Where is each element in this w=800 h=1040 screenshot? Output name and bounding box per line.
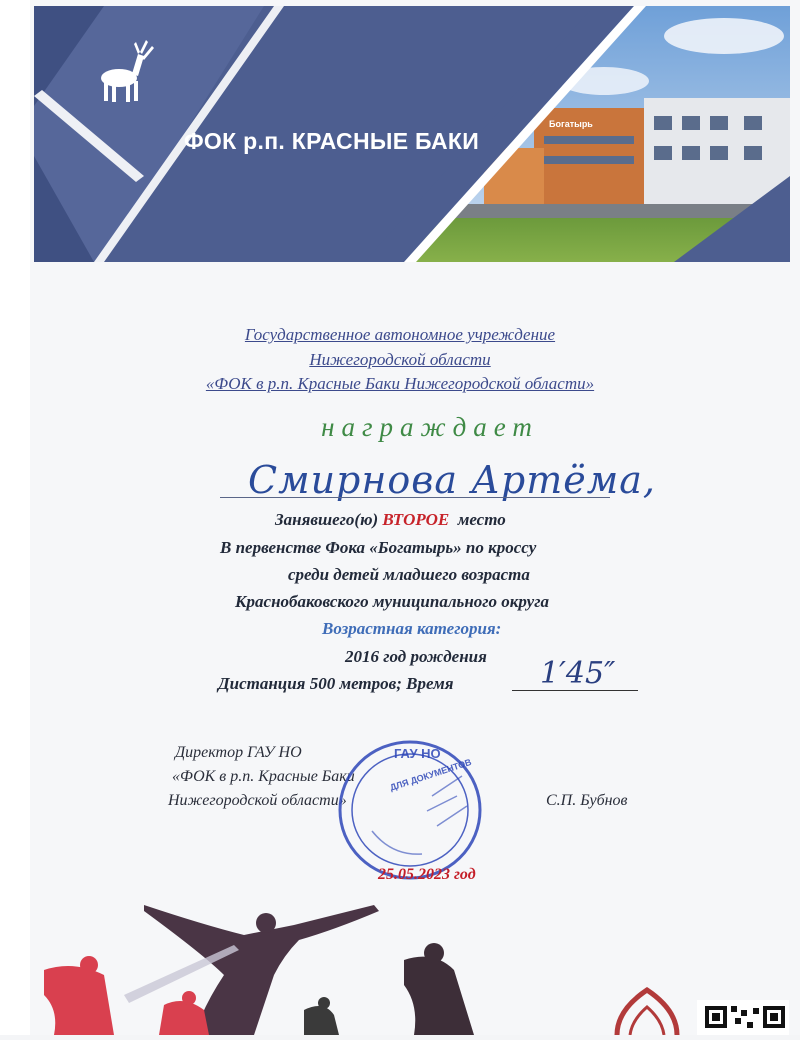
header-banner: [34, 6, 790, 262]
handwritten-time: 1′45″: [540, 656, 616, 691]
director-name: С.П. Бубнов: [546, 792, 628, 809]
date-text: 25.05.2023 год: [378, 866, 476, 883]
place-value: ВТОРОЕ: [382, 510, 450, 529]
event-line-2: среди детей младшего возраста: [288, 565, 530, 584]
runners-silhouette-icon: [34, 895, 534, 1035]
event-line-1: В первенстве Фока «Богатырь» по кроссу: [220, 538, 537, 557]
name-underline: [220, 497, 610, 498]
regional-emblem-icon: [612, 985, 682, 1035]
age-category-value: 2016 год рождения: [345, 647, 487, 666]
place-suffix: место: [457, 510, 506, 529]
recipient-name: Смирнова Артёма,: [248, 458, 657, 502]
signature-line-3: Нижегородской области»: [168, 792, 347, 809]
stamp-inner-text: ДЛЯ ДОКУМЕНТОВ: [388, 756, 473, 793]
building-sign: Богатырь: [549, 119, 593, 129]
event-line-3: Краснобаковского муниципального округа: [235, 592, 549, 611]
signature-line-1: Директор ГАУ НО: [175, 744, 302, 761]
org-line-2: Нижегородской области: [309, 350, 491, 369]
org-line-3: «ФОК в р.п. Красные Баки Нижегородской области»: [205, 374, 595, 393]
distance-text: Дистанция 500 метров; Время: [218, 674, 454, 693]
org-line-1: Государственное автономное учреждение: [244, 325, 556, 344]
stamp-seal-icon: [332, 736, 492, 886]
place-prefix: Занявшего(ю): [275, 510, 379, 529]
stamp-top-text: ГАУ НО: [394, 746, 441, 761]
place-line: [275, 510, 506, 530]
banner-title: ФОК р.п. КРАСНЫЕ БАКИ: [184, 128, 480, 154]
awards-heading: награждает: [321, 412, 539, 442]
signature-line-2: «ФОК в р.п. Красные Баки: [172, 768, 355, 785]
qr-code-icon: [697, 1000, 789, 1035]
age-category-label: Возрастная категория:: [322, 619, 502, 638]
